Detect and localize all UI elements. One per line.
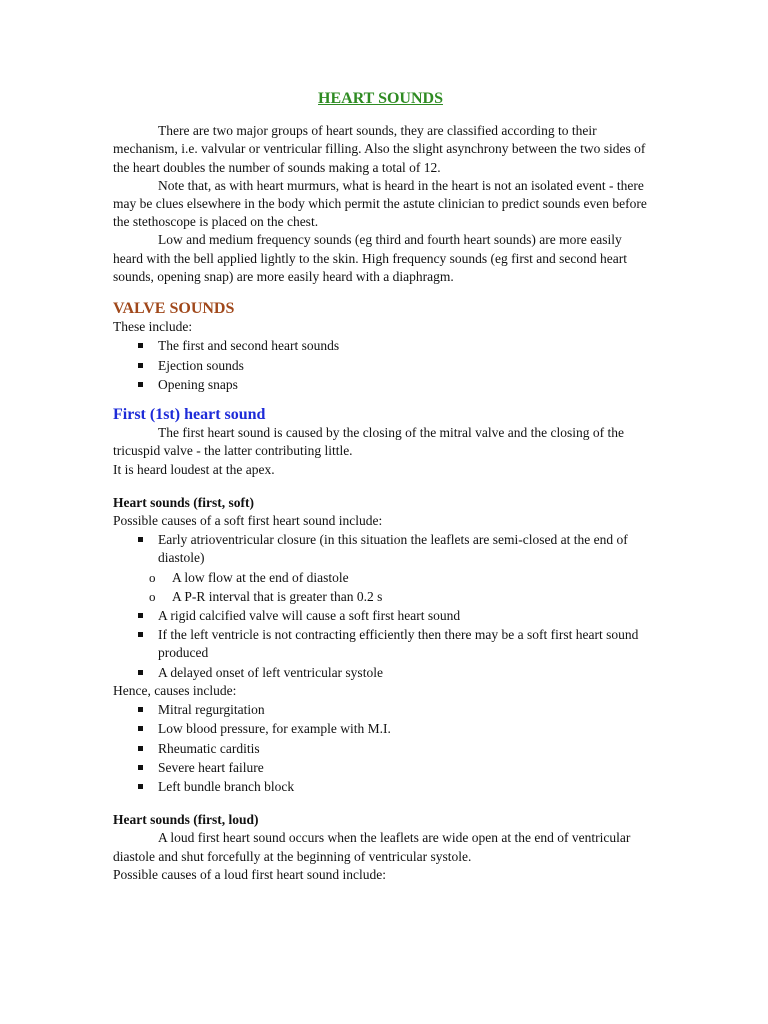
soft-first-sublist [113,569,648,606]
first-heart-sound-apex: It is heard loudest at the apex. [113,461,275,477]
valve-sounds-heading: VALVE SOUNDS [113,300,235,318]
circle-bullet-icon: o [149,569,156,585]
causes-list [113,701,648,796]
square-bullet-icon [138,707,143,712]
square-bullet-icon [138,746,143,751]
first-heart-sound-paragraph: The first heart sound is caused by the closing of the mitral valve and the closing of the tricuspid valve - the latter contributing little. [113,425,625,459]
loud-first-paragraph: A loud first heart sound occurs when the leaflets are wide open at the end of ventricular diastole and shut forcefully at the beginning of ventricular systole. [113,830,631,864]
valve-sounds-list [113,337,648,394]
square-bullet-icon [138,765,143,770]
soft-first-causes-list-cont [113,607,648,682]
list-item: Early atrioventricular closure (in this situation the leaflets are semi-closed at the end of diastole) [113,531,648,567]
list-item: Rheumatic carditis [113,740,648,758]
soft-first-causes-list [113,531,648,567]
list-item: A delayed onset of left ventricular systole [113,664,648,682]
soft-first-lead: Possible causes of a soft first heart sound include: [113,513,383,529]
square-bullet-icon [138,613,143,618]
list-item: If the left ventricle is not contracting efficiently then there may be a soft first heart sound produced [113,626,648,662]
loud-first-lead: Possible causes of a loud first heart sound include: [113,866,386,882]
circle-bullet-icon: o [149,588,156,604]
sub-list-item: o A low flow at the end of diastole [113,569,648,587]
list-item: Severe heart failure [113,759,648,777]
square-bullet-icon [138,784,143,789]
square-bullet-icon [138,632,143,637]
list-item: Ejection sounds [113,357,648,375]
soft-first-heading: Heart sounds (first, soft) [113,494,254,510]
list-item: Opening snaps [113,376,648,394]
loud-first-heading: Heart sounds (first, loud) [113,812,259,828]
intro-paragraph-3: Low and medium frequency sounds (eg third and fourth heart sounds) are more easily heard with the bell applied lightly to the skin. High frequency sounds (eg first and second heart sounds, opening snap) are more easily heard with a diaphragm. [113,232,627,284]
list-item: The first and second heart sounds [113,337,648,355]
square-bullet-icon [138,670,143,675]
first-heart-sound-heading: First (1st) heart sound [113,406,266,424]
square-bullet-icon [138,363,143,368]
square-bullet-icon [138,343,143,348]
list-item: A rigid calcified valve will cause a soft first heart sound [113,607,648,625]
intro-paragraph-1: There are two major groups of heart sounds, they are classified according to their mechanism, i.e. valvular or ventricular filling. Also the slight asynchrony between the two sides of the heart doubles the number of sounds making a total of 12. [113,123,646,175]
causes-lead: Hence, causes include: [113,682,237,698]
square-bullet-icon [138,537,143,542]
list-item: Left bundle branch block [113,778,648,796]
square-bullet-icon [138,726,143,731]
intro-paragraph-2: Note that, as with heart murmurs, what is heard in the heart is not an isolated event - there may be clues elsewhere in the body which permit the astute clinician to predict sounds even before the stethoscope is placed on the chest. [113,177,647,230]
sub-list-item: o A P-R interval that is greater than 0.2 s [113,588,648,606]
page-title: HEART SOUNDS [318,90,443,107]
list-item: Low blood pressure, for example with M.I. [113,720,648,738]
square-bullet-icon [138,382,143,387]
list-item: Mitral regurgitation [113,701,648,719]
valve-sounds-lead: These include: [113,319,193,335]
